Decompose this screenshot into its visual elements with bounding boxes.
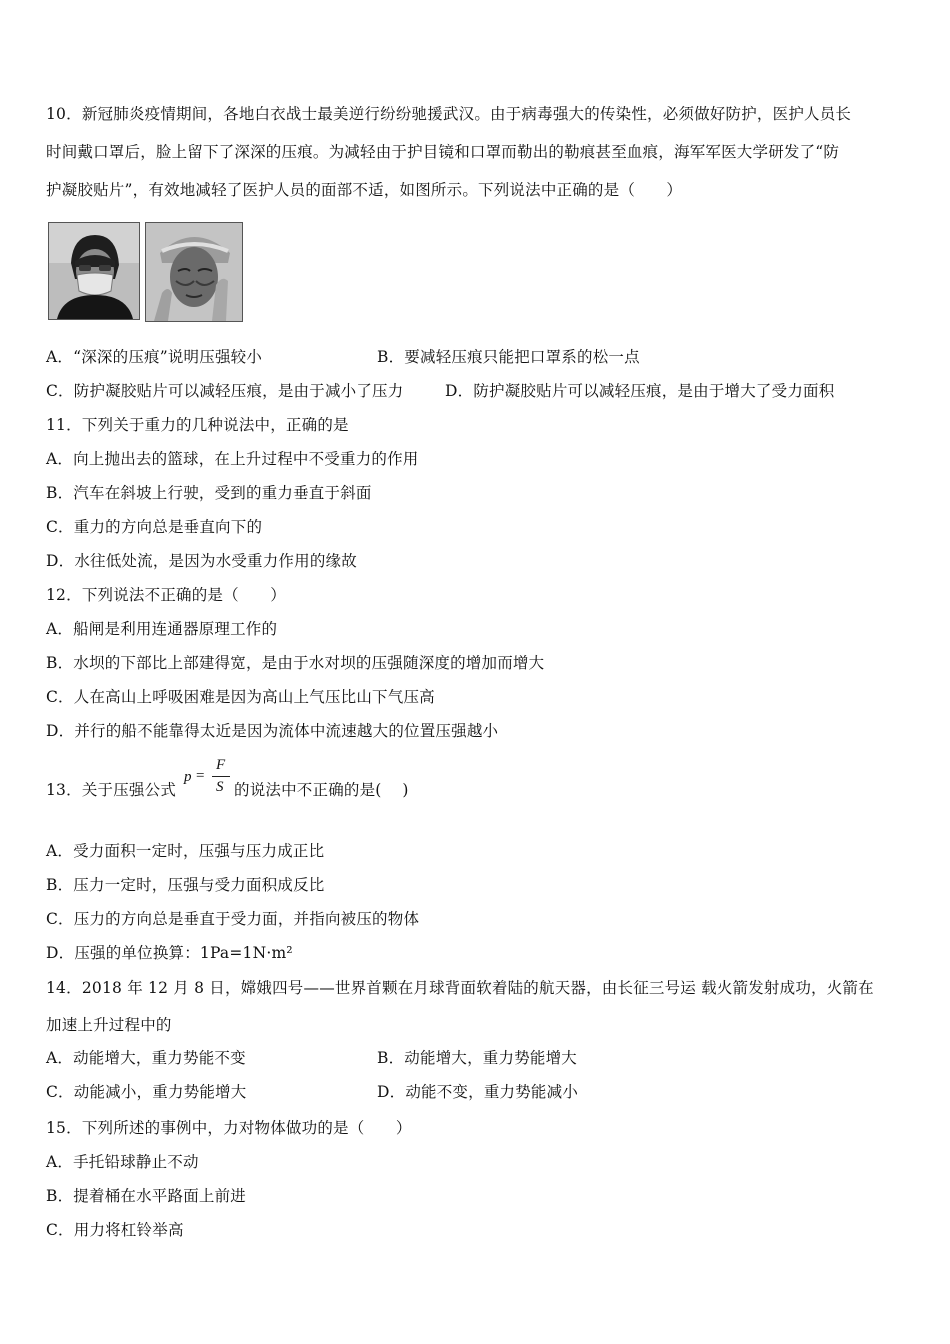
q13-option-b: B．压力一定时，压强与受力面积成反比	[46, 876, 325, 894]
q11-option-c: C．重力的方向总是垂直向下的	[46, 518, 263, 536]
formula-equals: =	[196, 768, 205, 784]
q10-option-a: A．“深深的压痕”说明压强较小	[46, 348, 263, 366]
formula-p: p	[184, 769, 192, 785]
q12-option-a: A．船闸是利用连通器原理工作的	[46, 620, 278, 638]
q11-option-d: D．水往低处流，是因为水受重力作用的缘故	[46, 552, 357, 570]
q10-option-d: D．防护凝胶贴片可以减轻压痕，是由于增大了受力面积	[445, 382, 835, 400]
photo-worker-face-marks	[145, 222, 243, 322]
q15-stem: 15．下列所述的事例中，力对物体做功的是（ ）	[46, 1119, 412, 1137]
q14-stem-line2: 加速上升过程中的	[46, 1016, 172, 1034]
q12-option-b: B．水坝的下部比上部建得宽，是由于水对坝的压强随深度的增加而增大	[46, 654, 545, 672]
q10-stem-line2: 时间戴口罩后，脸上留下了深深的压痕。为减轻由于护目镜和口罩而勒出的勒痕甚至血痕，海军军医大学研发了“防	[46, 143, 840, 161]
q10-stem-line1: 10．新冠肺炎疫情期间，各地白衣战士最美逆行纷纷驰援武汉。由于病毒强大的传染性，必须做好防护，医护人员长	[46, 105, 852, 123]
q10-option-c: C．防护凝胶贴片可以减轻压痕，是由于减小了压力	[46, 382, 404, 400]
q11-option-a: A．向上抛出去的篮球，在上升过程中不受重力的作用	[46, 450, 419, 468]
q10-option-b: B．要减轻压痕只能把口罩系的松一点	[377, 348, 640, 366]
q11-stem: 11．下列关于重力的几种说法中，正确的是	[46, 416, 349, 434]
q14-option-c: C．动能减小，重力势能增大	[46, 1083, 247, 1101]
fraction-bar	[212, 776, 230, 777]
q13-option-c: C．压力的方向总是垂直于受力面，并指向被压的物体	[46, 910, 420, 928]
photo-masked-worker	[48, 222, 140, 320]
q12-stem: 12．下列说法不正确的是（ ）	[46, 586, 286, 604]
q12-option-c: C．人在高山上呼吸困难是因为高山上气压比山下气压高	[46, 688, 435, 706]
q15-option-c: C．用力将杠铃举高	[46, 1221, 184, 1239]
q14-option-d: D．动能不变，重力势能减小	[377, 1083, 579, 1101]
formula-denominator: S	[216, 779, 224, 795]
q11-option-b: B．汽车在斜坡上行驶，受到的重力垂直于斜面	[46, 484, 372, 502]
q13-stem-after: 的说法中不正确的是( )	[234, 781, 409, 799]
q14-option-a: A．动能增大，重力势能不变	[46, 1049, 246, 1067]
pressure-formula	[182, 757, 234, 800]
q15-option-b: B．提着桶在水平路面上前进	[46, 1187, 246, 1205]
q13-stem-before: 13．关于压强公式	[46, 781, 177, 799]
formula-numerator: F	[216, 757, 226, 773]
q13-option-d: D．压强的单位换算：1Pa=1N·m²	[46, 944, 293, 962]
q12-option-d: D．并行的船不能靠得太近是因为流体中流速越大的位置压强越小	[46, 722, 499, 740]
q10-stem-line3: 护凝胶贴片”，有效地减轻了医护人员的面部不适，如图所示。下列说法中正确的是（ ）	[46, 181, 683, 199]
q15-option-a: A．手托铅球静止不动	[46, 1153, 199, 1171]
q13-option-a: A．受力面积一定时，压强与压力成正比	[46, 842, 325, 860]
q14-stem-line1: 14．2018 年 12 月 8 日，嫦娥四号——世界首颗在月球背面软着陆的航天器，由长征三号运 载火箭发射成功，火箭在	[46, 979, 874, 997]
q14-option-b: B．动能增大，重力势能增大	[377, 1049, 577, 1067]
